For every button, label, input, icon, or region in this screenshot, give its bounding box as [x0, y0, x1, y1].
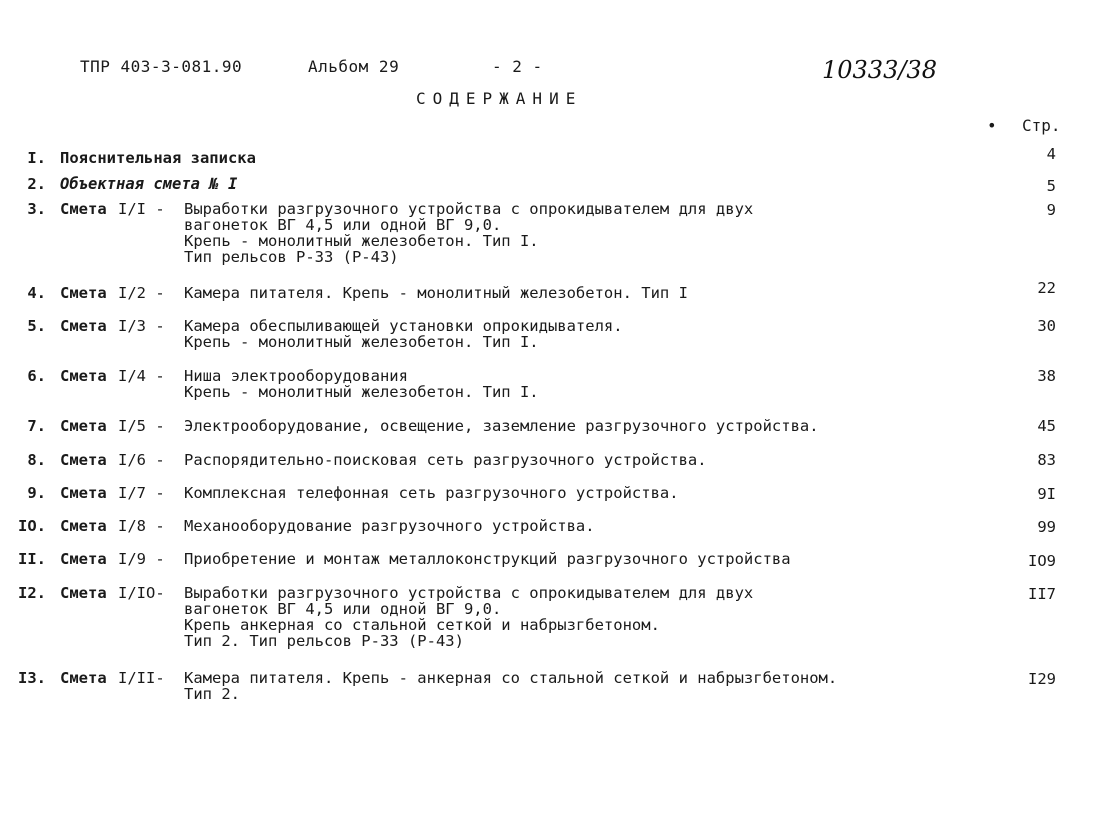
entry-page: 45: [1037, 417, 1056, 435]
entry-label: Смета: [60, 367, 107, 385]
entry-page: 9I: [1037, 485, 1056, 503]
entry-page: I29: [1028, 670, 1056, 688]
entry-label: Смета: [60, 451, 107, 469]
entry-code: I/2 -: [118, 284, 165, 302]
entry-description: Распорядительно-поисковая сеть разгрузочного устройства.: [184, 451, 707, 469]
entry-label: Смета: [60, 284, 107, 302]
entry-page: 4: [1046, 145, 1056, 163]
entry-number: 5.: [27, 317, 46, 335]
entry-code: I/5 -: [118, 417, 165, 435]
entry-description: Электрооборудование, освещение, заземление разгрузочного устройства.: [184, 417, 819, 435]
entry-description: Камера обеспыливающей установки опрокидывателя. Крепь - монолитный железобетон. Тип I.: [184, 317, 623, 351]
entry-description: Камера питателя. Крепь - анкерная со стальной сеткой и набрызгбетоном. Тип 2.: [184, 669, 838, 703]
entry-page: 83: [1037, 451, 1056, 469]
entry-label: Смета: [60, 550, 107, 568]
entry-number: II.: [18, 550, 46, 568]
entry-code: I/3 -: [118, 317, 165, 335]
entry-number: I2.: [18, 584, 46, 602]
entry-number: I.: [27, 149, 46, 167]
entry-label: Смета: [60, 517, 107, 535]
entry-label: Объектная смета № I: [60, 175, 238, 193]
entry-number: 4.: [27, 284, 46, 302]
entry-code: I/IO-: [118, 584, 165, 602]
entry-code: I/4 -: [118, 367, 165, 385]
entry-number: IO.: [18, 517, 46, 535]
entry-label: Пояснительная записка: [60, 149, 256, 167]
entry-label: Смета: [60, 484, 107, 502]
entry-page: 22: [1037, 279, 1056, 297]
entry-code: I/II-: [118, 669, 165, 687]
entry-page: 5: [1046, 177, 1056, 195]
entry-label: Смета: [60, 417, 107, 435]
entry-label: Смета: [60, 317, 107, 335]
entry-page: 99: [1037, 518, 1056, 536]
entry-description: Ниша электрооборудования Крепь - монолитный железобетон. Тип I.: [184, 367, 539, 401]
dot-mark: •: [987, 116, 997, 135]
entry-description: Приобретение и монтаж металлоконструкций разгрузочного устройства: [184, 550, 791, 568]
entry-description: Камера питателя. Крепь - монолитный железобетон. Тип I: [184, 284, 688, 302]
entry-description: Выработки разгрузочного устройства с опрокидывателем для двух вагонеток ВГ 4,5 или одной ВГ 9,0. Крепь - монолитный железобетон. Тип I. Тип рельсов Р-33 (Р-43): [184, 200, 754, 266]
document-code: ТПР 403-3-081.90: [80, 57, 243, 76]
album-number: Альбом 29: [308, 57, 400, 76]
page-number: - 2 -: [492, 57, 543, 76]
entry-page: IO9: [1028, 552, 1056, 570]
entry-number: I3.: [18, 669, 46, 687]
entry-code: I/7 -: [118, 484, 165, 502]
entry-number: 6.: [27, 367, 46, 385]
entry-label: Смета: [60, 584, 107, 602]
entry-page: II7: [1028, 585, 1056, 603]
handwritten-number: 10333/38: [822, 56, 937, 84]
entry-number: 3.: [27, 200, 46, 218]
entry-label: Смета: [60, 200, 107, 218]
page-title: СОДЕРЖАНИЕ: [416, 89, 583, 108]
entry-page: 30: [1037, 317, 1056, 335]
entry-description: Комплексная телефонная сеть разгрузочного устройства.: [184, 484, 679, 502]
page-column-label: Стр.: [1022, 116, 1061, 135]
entry-label: Смета: [60, 669, 107, 687]
entry-number: 8.: [27, 451, 46, 469]
entry-description: Механооборудование разгрузочного устройства.: [184, 517, 595, 535]
entry-page: 38: [1037, 367, 1056, 385]
entry-number: 2.: [27, 175, 46, 193]
entry-code: I/9 -: [118, 550, 165, 568]
entry-code: I/8 -: [118, 517, 165, 535]
entry-code: I/6 -: [118, 451, 165, 469]
entry-number: 7.: [27, 417, 46, 435]
entry-number: 9.: [27, 484, 46, 502]
entry-description: Выработки разгрузочного устройства с опрокидывателем для двух вагонеток ВГ 4,5 или одной ВГ 9,0. Крепь анкерная со стальной сеткой и набрызгбетоном. Тип 2. Тип рельсов Р-33 (Р-43): [184, 584, 754, 650]
entry-page: 9: [1046, 201, 1056, 219]
entry-code: I/I -: [118, 200, 165, 218]
